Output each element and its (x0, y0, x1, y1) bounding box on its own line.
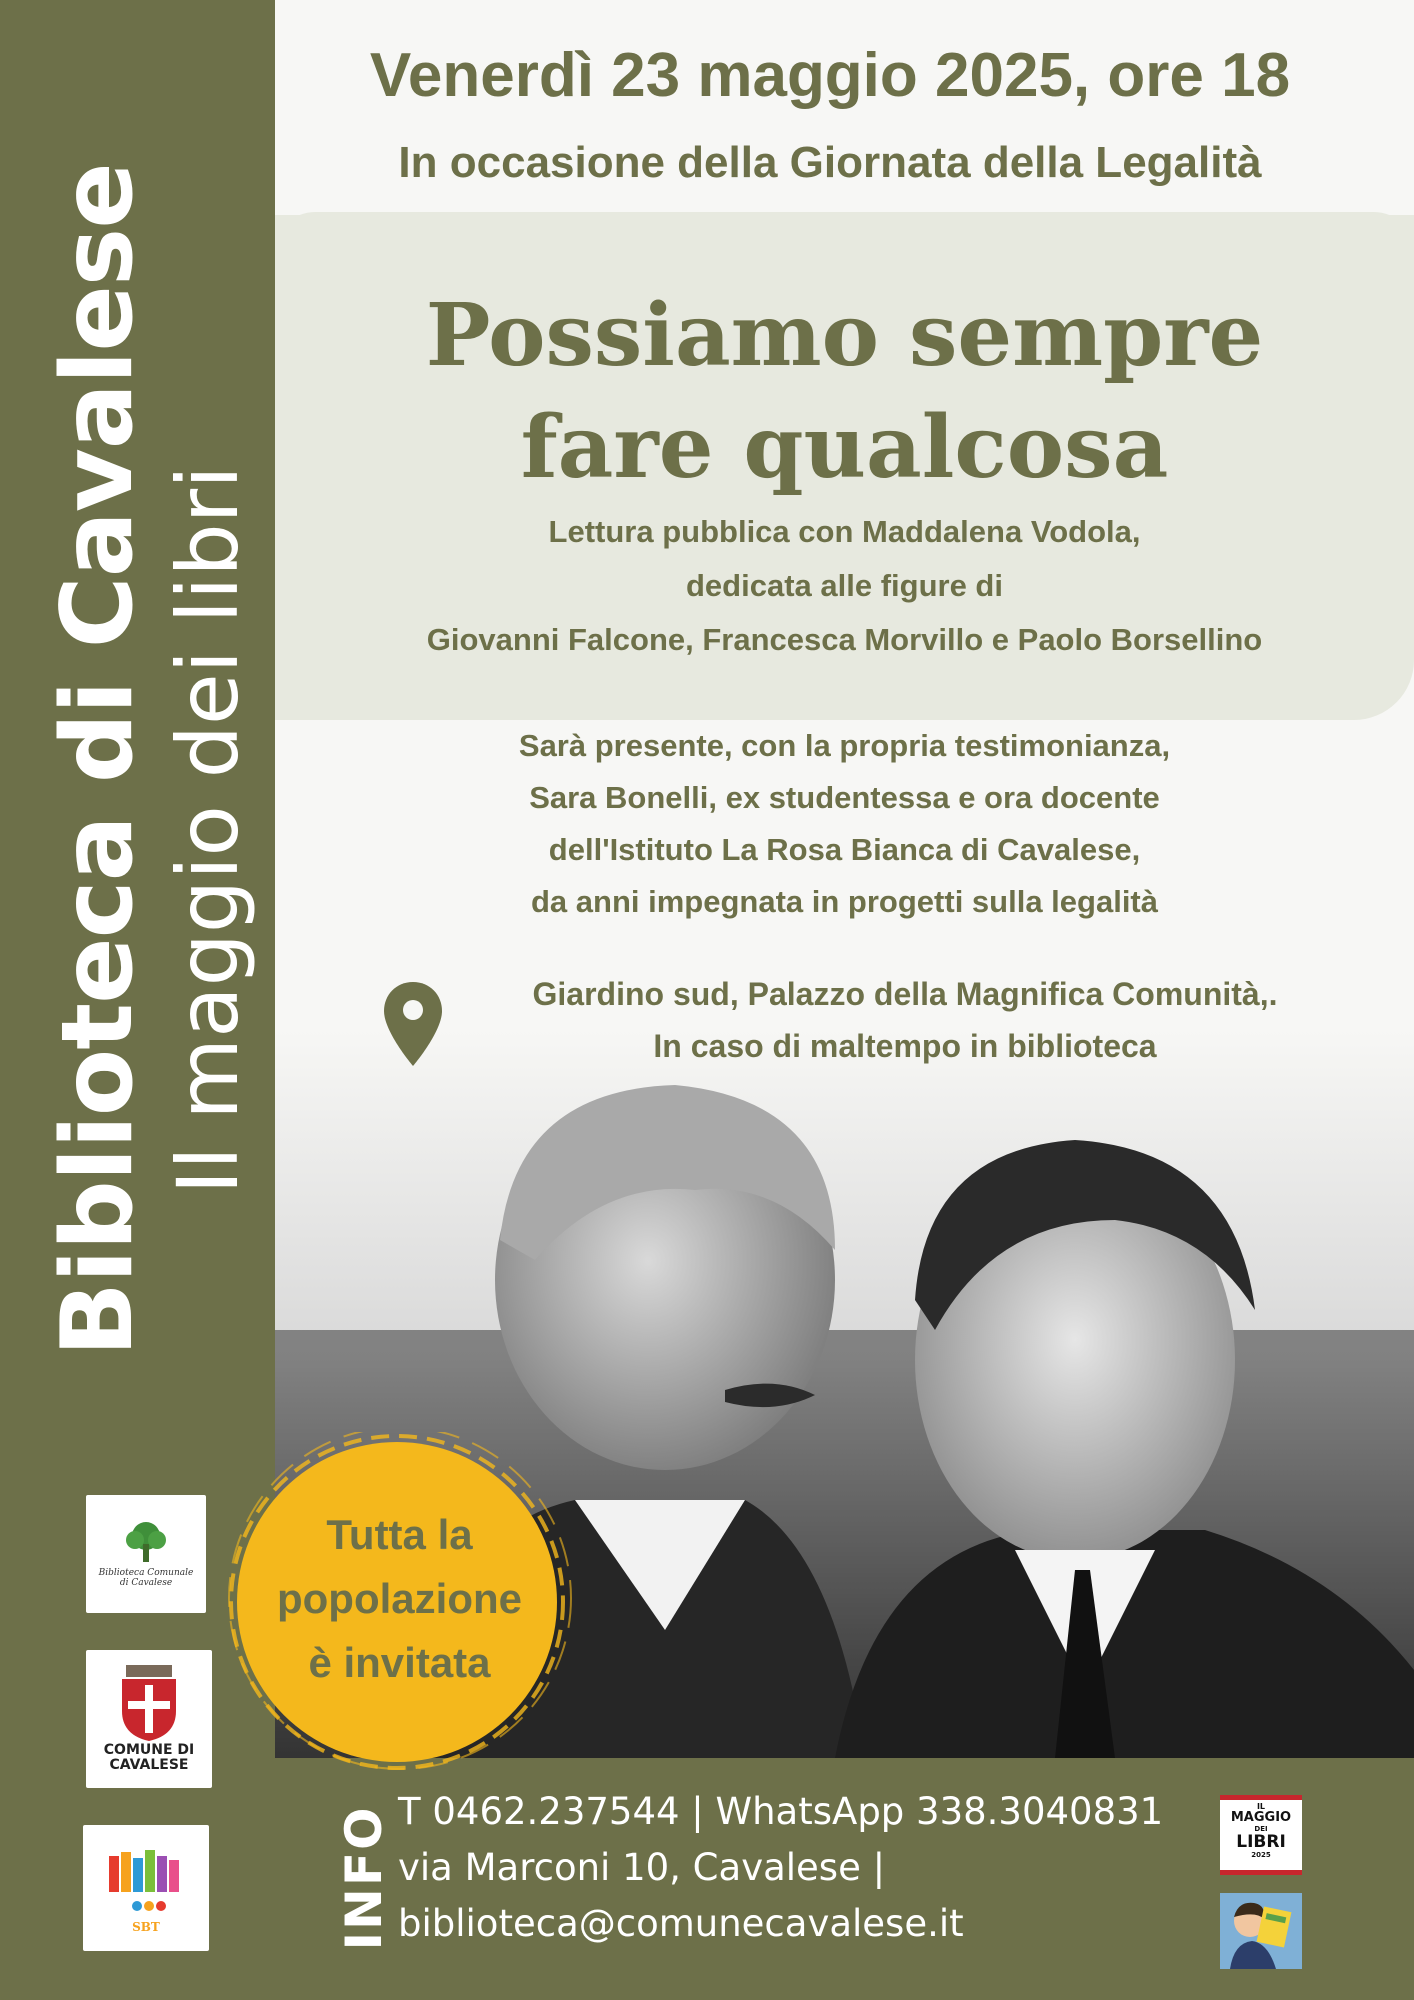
tree-icon (121, 1520, 171, 1564)
reading-line2: dedicata alle figure di (686, 568, 1003, 603)
maggio-logo-text-3: DEI (1254, 1825, 1268, 1833)
maggio-logo-text-4: LIBRI (1236, 1832, 1286, 1852)
presence-line3: dell'Istituto La Rosa Bianca di Cavalese, (548, 832, 1141, 867)
sbt-logo (83, 1825, 209, 1951)
library-logo (86, 1495, 206, 1613)
badge-line3: è invitata (308, 1639, 491, 1686)
comune-caption-1: COMUNE DI (103, 1742, 195, 1758)
contact-email[interactable]: biblioteca@comunecavalese.it (398, 1902, 964, 1945)
comune-logo (86, 1650, 212, 1788)
reading-description (275, 505, 1414, 667)
sidebar-title: Biblioteca di Cavalese (41, 163, 155, 1357)
badge-line1: Tutta la (326, 1511, 473, 1558)
reading-figure-icon (1220, 1893, 1302, 1969)
coat-of-arms-icon (116, 1665, 182, 1743)
event-title-line2: fare qualcosa (520, 397, 1169, 498)
maggio-libri-logo (1220, 1795, 1302, 1875)
location-line1: Giardino sud, Palazzo della Magnifica Comunità,. (532, 976, 1278, 1012)
event-location (440, 968, 1370, 1072)
sidebar-subtitle: Il maggio dei libri (159, 465, 257, 1195)
event-date: Venerdì 23 maggio 2025, ore 18 (369, 41, 1291, 110)
maggio-logo-text-1: IL (1256, 1802, 1266, 1811)
title-band-top (275, 212, 1414, 252)
event-title-line1: Possiamo sempre (425, 285, 1264, 386)
location-line2: In caso di maltempo in biblioteca (653, 1028, 1157, 1064)
library-logo-caption: Biblioteca Comunale di Cavalese (98, 1568, 194, 1588)
presence-line4: da anni impegnata in progetti sulla legalità (531, 884, 1158, 919)
sbt-caption: SBT (132, 1920, 160, 1934)
badge-line2: popolazione (277, 1575, 522, 1622)
guest-description (275, 720, 1414, 928)
event-title (275, 280, 1414, 504)
maggio-logo-year: 2025 (1251, 1851, 1271, 1859)
books-heart-icon (101, 1844, 191, 1922)
location-pin-icon (382, 980, 444, 1068)
maggio-logo-text-2: MAGGIO (1230, 1810, 1292, 1825)
presence-line1: Sarà presente, con la propria testimonianza, (518, 728, 1171, 763)
contact-address: via Marconi 10, Cavalese | (398, 1846, 886, 1889)
reader-illustration (1220, 1893, 1302, 1969)
reading-line1: Lettura pubblica con Maddalena Vodola, (548, 514, 1141, 549)
contact-phone: T 0462.237544 | WhatsApp 338.3040831 (398, 1790, 1164, 1833)
comune-caption-2: CAVALESE (109, 1757, 189, 1773)
presence-line2: Sara Bonelli, ex studentessa e ora docente (529, 780, 1160, 815)
event-occasion: In occasione della Giornata della Legalità (398, 138, 1262, 187)
invitation-badge-text (222, 1503, 577, 1695)
info-label: INFO (335, 1805, 393, 1951)
reading-line3: Giovanni Falcone, Francesca Morvillo e Paolo Borsellino (426, 622, 1263, 657)
